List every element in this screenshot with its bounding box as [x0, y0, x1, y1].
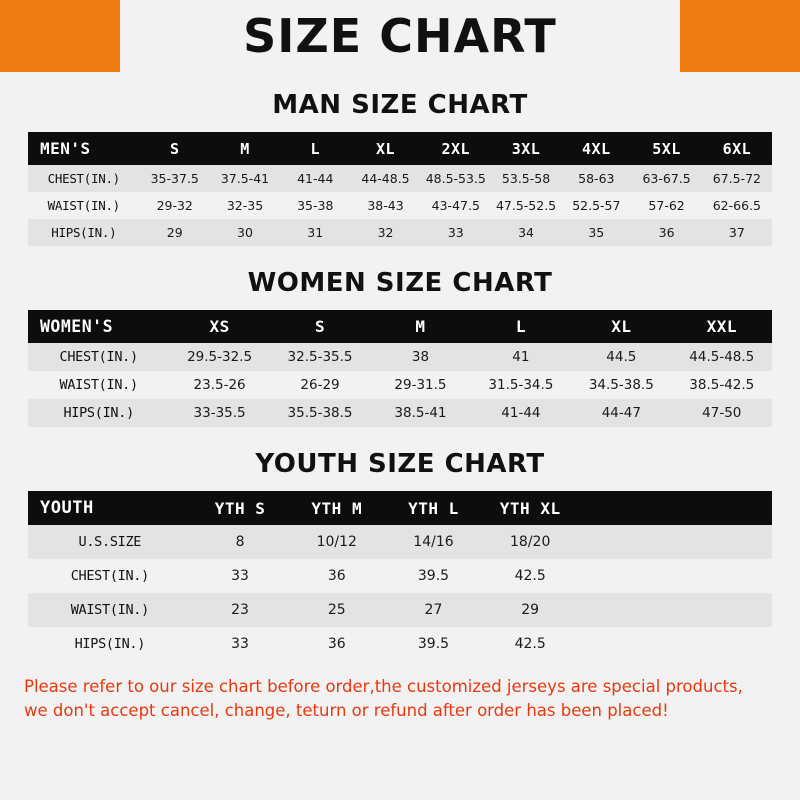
women-cell-1-2: 29-31.5 — [370, 371, 470, 399]
man-col-7: 5XL — [631, 132, 701, 165]
man-cell-1-4: 43-47.5 — [421, 192, 491, 219]
women-col-0: XS — [169, 310, 269, 343]
man-cell-0-2: 41-44 — [280, 165, 350, 192]
youth-cell-1-1: 36 — [288, 559, 385, 593]
youth-col-5 — [675, 491, 772, 525]
man-col-4: 2XL — [421, 132, 491, 165]
table-row — [28, 399, 772, 427]
table-row — [28, 559, 772, 593]
man-cell-1-5: 47.5-52.5 — [491, 192, 561, 219]
women-col-1: S — [270, 310, 370, 343]
youth-cell-0-1: 10/12 — [288, 525, 385, 559]
youth-row-2-label: WAIST(IN.) — [28, 593, 192, 627]
youth-row-header: YOUTH — [28, 491, 192, 525]
man-row-0-label: CHEST(IN.) — [28, 165, 140, 192]
women-cell-1-5: 38.5-42.5 — [672, 371, 772, 399]
women-col-2: M — [370, 310, 470, 343]
table-header-row — [28, 310, 772, 343]
man-cell-2-2: 31 — [280, 219, 350, 246]
man-cell-0-7: 63-67.5 — [631, 165, 701, 192]
women-cell-1-3: 31.5-34.5 — [471, 371, 571, 399]
page-title: SIZE CHART — [243, 9, 557, 63]
youth-cell-0-4 — [579, 525, 676, 559]
man-cell-1-3: 38-43 — [350, 192, 420, 219]
women-cell-1-4: 34.5-38.5 — [571, 371, 671, 399]
man-cell-0-5: 53.5-58 — [491, 165, 561, 192]
man-cell-2-4: 33 — [421, 219, 491, 246]
man-cell-1-1: 32-35 — [210, 192, 280, 219]
man-table-wrap — [0, 132, 800, 246]
women-cell-2-1: 35.5-38.5 — [270, 399, 370, 427]
youth-cell-0-2: 14/16 — [385, 525, 482, 559]
youth-cell-1-3: 42.5 — [482, 559, 579, 593]
women-cell-2-5: 47-50 — [672, 399, 772, 427]
women-table-wrap — [0, 310, 800, 427]
man-col-8: 6XL — [702, 132, 772, 165]
policy-note-line-2: we don't accept cancel, change, teturn or refund after order has been placed! — [24, 700, 669, 720]
women-col-4: XL — [571, 310, 671, 343]
man-cell-2-1: 30 — [210, 219, 280, 246]
man-cell-0-0: 35-37.5 — [140, 165, 210, 192]
youth-col-3: YTH XL — [482, 491, 579, 525]
youth-cell-2-1: 25 — [288, 593, 385, 627]
women-cell-2-0: 33-35.5 — [169, 399, 269, 427]
table-row — [28, 627, 772, 661]
man-row-header: MEN'S — [28, 132, 140, 165]
man-cell-0-4: 48.5-53.5 — [421, 165, 491, 192]
youth-cell-2-0: 23 — [192, 593, 289, 627]
man-cell-0-8: 67.5-72 — [702, 165, 772, 192]
man-col-5: 3XL — [491, 132, 561, 165]
table-row — [28, 192, 772, 219]
women-cell-2-3: 41-44 — [471, 399, 571, 427]
man-cell-2-6: 35 — [561, 219, 631, 246]
youth-cell-3-4 — [579, 627, 676, 661]
youth-size-table — [28, 491, 772, 661]
table-header-row — [28, 132, 772, 165]
youth-cell-2-3: 29 — [482, 593, 579, 627]
man-cell-2-5: 34 — [491, 219, 561, 246]
youth-cell-0-0: 8 — [192, 525, 289, 559]
youth-col-1: YTH M — [288, 491, 385, 525]
man-cell-1-7: 57-62 — [631, 192, 701, 219]
women-cell-0-1: 32.5-35.5 — [270, 343, 370, 371]
table-row — [28, 525, 772, 559]
youth-cell-3-0: 33 — [192, 627, 289, 661]
man-cell-2-7: 36 — [631, 219, 701, 246]
women-row-1-label: WAIST(IN.) — [28, 371, 169, 399]
youth-col-0: YTH S — [192, 491, 289, 525]
man-cell-1-0: 29-32 — [140, 192, 210, 219]
women-section-title: WOMEN SIZE CHART — [247, 268, 553, 298]
man-col-0: S — [140, 132, 210, 165]
youth-row-0-label: U.S.SIZE — [28, 525, 192, 559]
youth-cell-2-4 — [579, 593, 676, 627]
man-row-2-label: HIPS(IN.) — [28, 219, 140, 246]
women-row-header: WOMEN'S — [28, 310, 169, 343]
man-cell-0-1: 37.5-41 — [210, 165, 280, 192]
policy-note-line-1: Please refer to our size chart before order,the customized jerseys are special products, — [24, 677, 743, 696]
youth-cell-3-3: 42.5 — [482, 627, 579, 661]
man-col-3: XL — [350, 132, 420, 165]
women-cell-1-0: 23.5-26 — [169, 371, 269, 399]
women-cell-0-4: 44.5 — [571, 343, 671, 371]
youth-cell-1-4 — [579, 559, 676, 593]
women-col-3: L — [471, 310, 571, 343]
man-cell-2-8: 37 — [702, 219, 772, 246]
youth-cell-1-0: 33 — [192, 559, 289, 593]
table-row — [28, 165, 772, 192]
man-cell-1-2: 35-38 — [280, 192, 350, 219]
youth-cell-0-5 — [675, 525, 772, 559]
page-header — [0, 0, 800, 72]
table-row — [28, 371, 772, 399]
women-cell-2-2: 38.5-41 — [370, 399, 470, 427]
youth-section-title: YOUTH SIZE CHART — [255, 449, 545, 479]
youth-row-3-label: HIPS(IN.) — [28, 627, 192, 661]
women-row-2-label: HIPS(IN.) — [28, 399, 169, 427]
women-cell-0-5: 44.5-48.5 — [672, 343, 772, 371]
youth-cell-1-5 — [675, 559, 772, 593]
man-cell-0-6: 58-63 — [561, 165, 631, 192]
man-cell-2-3: 32 — [350, 219, 420, 246]
man-size-table — [28, 132, 772, 246]
women-cell-0-2: 38 — [370, 343, 470, 371]
youth-cell-2-5 — [675, 593, 772, 627]
women-size-table — [28, 310, 772, 427]
youth-cell-0-3: 18/20 — [482, 525, 579, 559]
man-cell-1-6: 52.5-57 — [561, 192, 631, 219]
women-cell-1-1: 26-29 — [270, 371, 370, 399]
man-col-1: M — [210, 132, 280, 165]
youth-table-wrap — [0, 491, 800, 661]
youth-cell-3-1: 36 — [288, 627, 385, 661]
man-cell-0-3: 44-48.5 — [350, 165, 420, 192]
women-cell-0-3: 41 — [471, 343, 571, 371]
table-row — [28, 219, 772, 246]
women-cell-2-4: 44-47 — [571, 399, 671, 427]
policy-note — [0, 661, 800, 723]
youth-col-2: YTH L — [385, 491, 482, 525]
table-row — [28, 343, 772, 371]
youth-row-1-label: CHEST(IN.) — [28, 559, 192, 593]
man-cell-2-0: 29 — [140, 219, 210, 246]
youth-cell-1-2: 39.5 — [385, 559, 482, 593]
youth-cell-3-2: 39.5 — [385, 627, 482, 661]
man-col-2: L — [280, 132, 350, 165]
man-cell-1-8: 62-66.5 — [702, 192, 772, 219]
table-row — [28, 593, 772, 627]
table-header-row — [28, 491, 772, 525]
man-row-1-label: WAIST(IN.) — [28, 192, 140, 219]
man-section-title: MAN SIZE CHART — [272, 90, 528, 120]
women-col-5: XXL — [672, 310, 772, 343]
youth-cell-3-5 — [675, 627, 772, 661]
women-cell-0-0: 29.5-32.5 — [169, 343, 269, 371]
man-col-6: 4XL — [561, 132, 631, 165]
women-row-0-label: CHEST(IN.) — [28, 343, 169, 371]
youth-col-4 — [579, 491, 676, 525]
youth-cell-2-2: 27 — [385, 593, 482, 627]
